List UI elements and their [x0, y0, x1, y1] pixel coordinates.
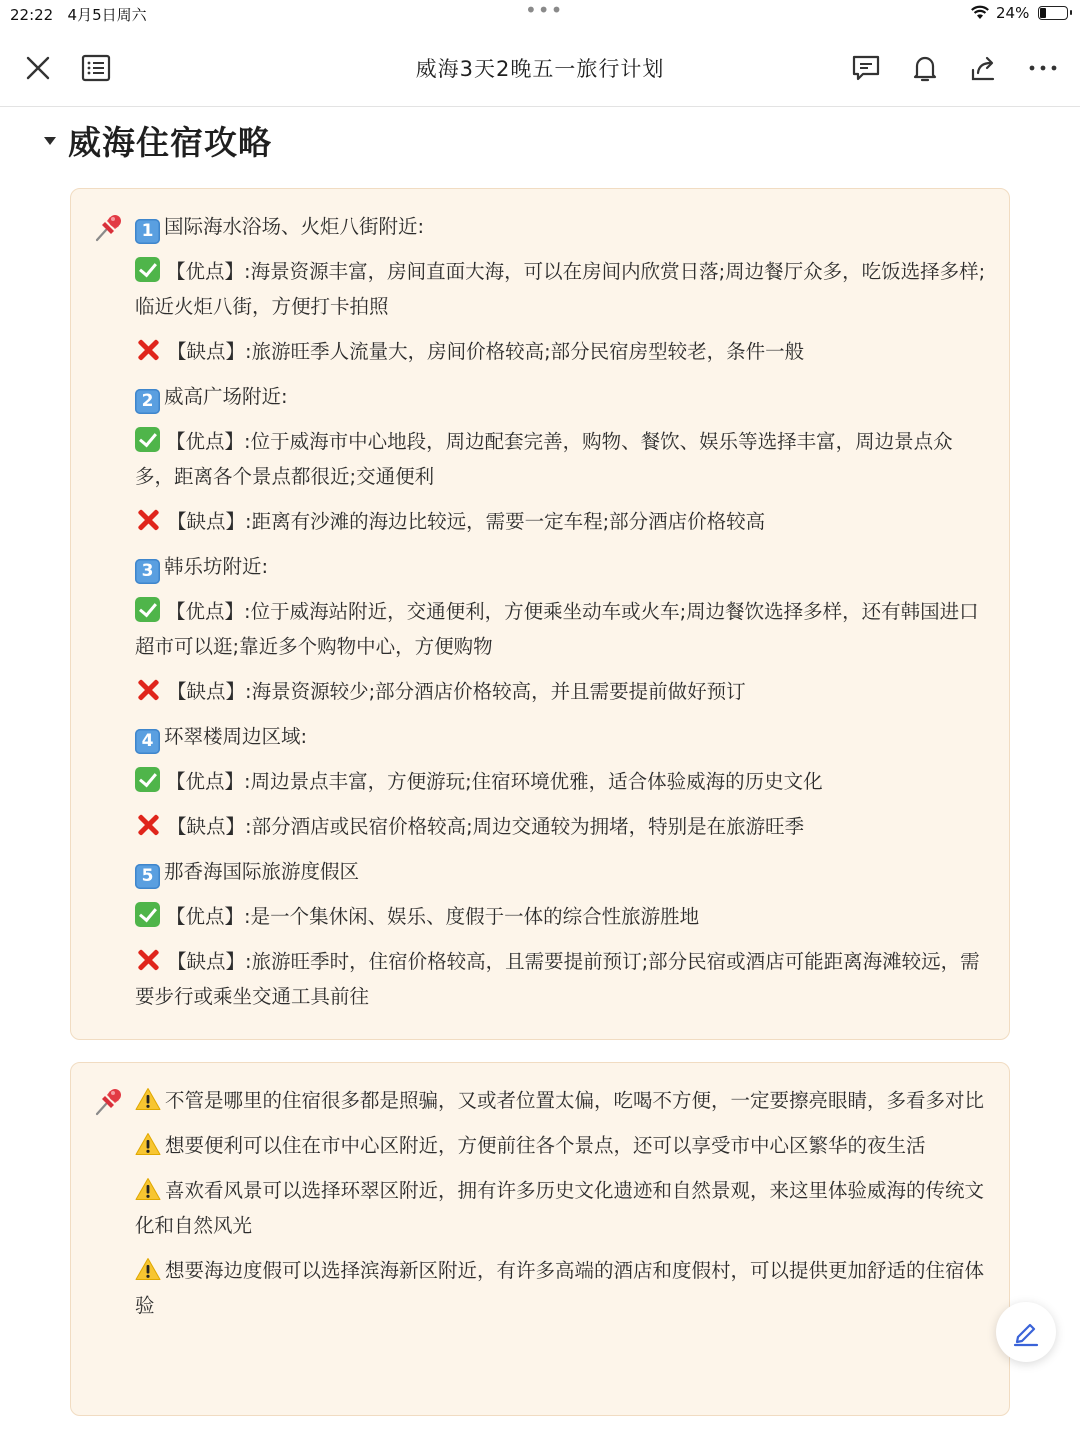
cross-mark-icon — [135, 507, 161, 533]
more-button[interactable] — [1025, 50, 1061, 86]
notification-button[interactable] — [907, 50, 943, 86]
keycap-number-icon: 4 — [135, 729, 160, 754]
battery-icon — [1038, 6, 1068, 20]
battery-percent: 24% — [996, 4, 1030, 22]
pencil-icon — [1011, 1317, 1041, 1347]
area-title: 4 环翠楼周边区域: — [135, 719, 987, 754]
pros-line: 【优点】:位于威海站附近，交通便利，方便乘坐动车或火车;周边餐饮选择多样，还有韩国进口超市可以逛;靠近多个购物中心，方便购物 — [135, 594, 987, 664]
area-title: 5 那香海国际旅游度假区 — [135, 854, 987, 889]
check-mark-icon — [135, 257, 160, 282]
callout-body — [135, 209, 987, 1024]
callout-tips — [70, 1062, 1010, 1416]
cons-line: 【缺点】:旅游旺季时，住宿价格较高，且需要提前预订;部分民宿或酒店可能距离海滩较远，需要步行或乘坐交通工具前往 — [135, 944, 987, 1014]
cross-mark-icon — [135, 677, 161, 703]
status-bar — [0, 0, 1080, 30]
area-title: 3 韩乐坊附近: — [135, 549, 987, 584]
check-mark-icon — [135, 427, 160, 452]
cross-mark-icon — [135, 337, 161, 363]
share-button[interactable] — [966, 50, 1002, 86]
tip-line: 不管是哪里的住宿很多都是照骗，又或者位置太偏，吃喝不方便，一定要擦亮眼睛，多看多对比 — [135, 1083, 987, 1118]
warning-icon — [135, 1087, 161, 1111]
check-mark-icon — [135, 597, 160, 622]
top-nav — [0, 30, 1080, 107]
cons-line: 【缺点】:距离有沙滩的海边比较远，需要一定车程;部分酒店价格较高 — [135, 504, 987, 539]
area-title: 1 国际海水浴场、火炬八街附近: — [135, 209, 987, 244]
document-title: 威海3天2晚五一旅行计划 — [415, 57, 665, 81]
check-mark-icon — [135, 902, 160, 927]
cons-line: 【缺点】:旅游旺季人流量大，房间价格较高;部分民宿房型较老，条件一般 — [135, 334, 987, 369]
more-icon — [1028, 64, 1058, 72]
cross-mark-icon — [135, 947, 161, 973]
area-title: 2 威高广场附近: — [135, 379, 987, 414]
edit-button[interactable] — [996, 1302, 1056, 1362]
callout-accommodation-areas — [70, 188, 1010, 1040]
comment-button[interactable] — [848, 50, 884, 86]
collapse-caret-icon[interactable] — [44, 137, 56, 145]
check-mark-icon — [135, 767, 160, 792]
section-toggle[interactable] — [44, 115, 272, 165]
bell-icon — [911, 53, 939, 83]
pros-line: 【优点】:周边景点丰富，方便游玩;住宿环境优雅，适合体验威海的历史文化 — [135, 764, 987, 799]
keycap-number-icon: 1 — [135, 219, 160, 244]
callout-body — [135, 1083, 987, 1333]
share-icon — [969, 54, 999, 82]
status-time: 22:22 4月5日周六 — [10, 6, 147, 24]
warning-icon — [135, 1257, 161, 1281]
pushpin-icon — [93, 211, 125, 243]
wifi-icon — [970, 5, 990, 24]
keycap-number-icon: 5 — [135, 864, 160, 889]
pros-line: 【优点】:是一个集休闲、娱乐、度假于一体的综合性旅游胜地 — [135, 899, 987, 934]
multitask-dots[interactable]: ••• — [525, 0, 564, 22]
tip-line: 想要海边度假可以选择滨海新区附近，有许多高端的酒店和度假村，可以提供更加舒适的住宿体验 — [135, 1259, 985, 1317]
cons-line: 【缺点】:海景资源较少;部分酒店价格较高，并且需要提前做好预订 — [135, 674, 987, 709]
pros-line: 【优点】:位于威海市中心地段，周边配套完善，购物、餐饮、娱乐等选择丰富，周边景点众多，距离各个景点都很近;交通便利 — [135, 424, 987, 494]
tip-line: 喜欢看风景可以选择环翠区附近，拥有许多历史文化遗迹和自然景观，来这里体验威海的传统文化和自然风光 — [135, 1179, 985, 1237]
keycap-number-icon: 2 — [135, 389, 160, 414]
cross-mark-icon — [135, 812, 161, 838]
keycap-number-icon: 3 — [135, 559, 160, 584]
warning-icon — [135, 1132, 161, 1156]
comment-icon — [851, 54, 881, 82]
warning-icon — [135, 1177, 161, 1201]
tip-line: 想要便利可以住在市中心区附近，方便前往各个景点，还可以享受市中心区繁华的夜生活 — [135, 1128, 987, 1163]
status-date: 4月5日周六 — [67, 6, 147, 24]
cons-line: 【缺点】:部分酒店或民宿价格较高;周边交通较为拥堵，特别是在旅游旺季 — [135, 809, 987, 844]
pushpin-icon — [93, 1085, 125, 1117]
pros-line: 【优点】:海景资源丰富，房间直面大海，可以在房间内欣赏日落;周边餐厅众多，吃饭选择多样;临近火炬八街，方便打卡拍照 — [135, 254, 987, 324]
section-heading: 威海住宿攻略 — [68, 122, 272, 162]
